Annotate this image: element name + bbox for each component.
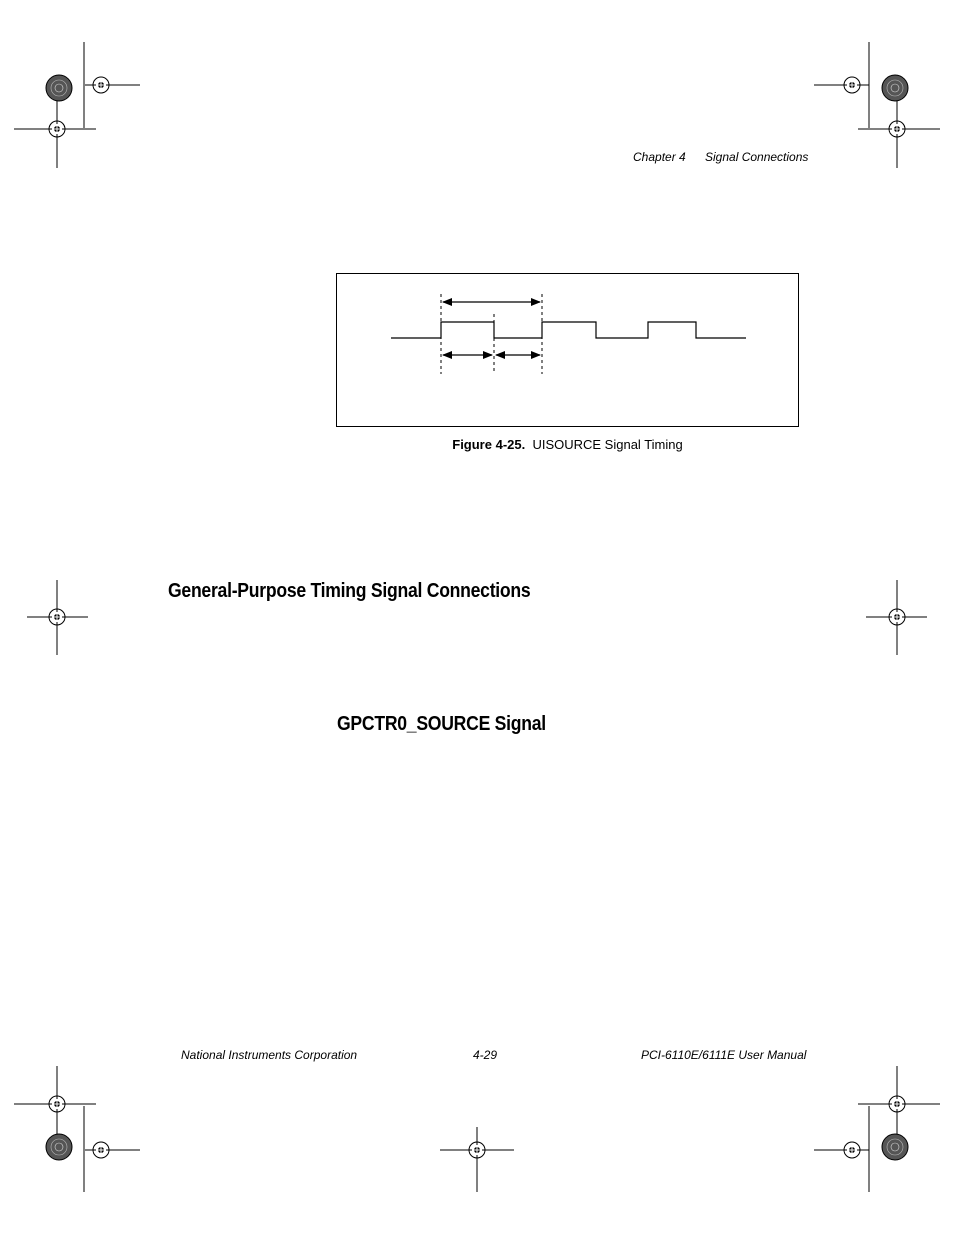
figure-timing-diagram [336, 273, 799, 427]
header-section: Signal Connections [705, 150, 809, 164]
figure-number: Figure 4-25. [452, 437, 526, 452]
section-heading: General-Purpose Timing Signal Connections [168, 580, 531, 602]
subsection-heading: GPCTR0_SOURCE Signal [337, 713, 546, 735]
footer-company: National Instruments Corporation [181, 1048, 358, 1062]
figure-caption [336, 437, 799, 452]
header-chapter: Chapter 4 [633, 150, 686, 164]
footer-manual-title: PCI-6110E/6111E User Manual [641, 1048, 807, 1062]
timing-waveform [337, 274, 800, 428]
uisource-waveform [391, 322, 746, 338]
figure-title: UISOURCE Signal Timing [532, 437, 683, 452]
page-number: 4-29 [473, 1048, 498, 1062]
timing-dashed-guides [441, 294, 542, 374]
